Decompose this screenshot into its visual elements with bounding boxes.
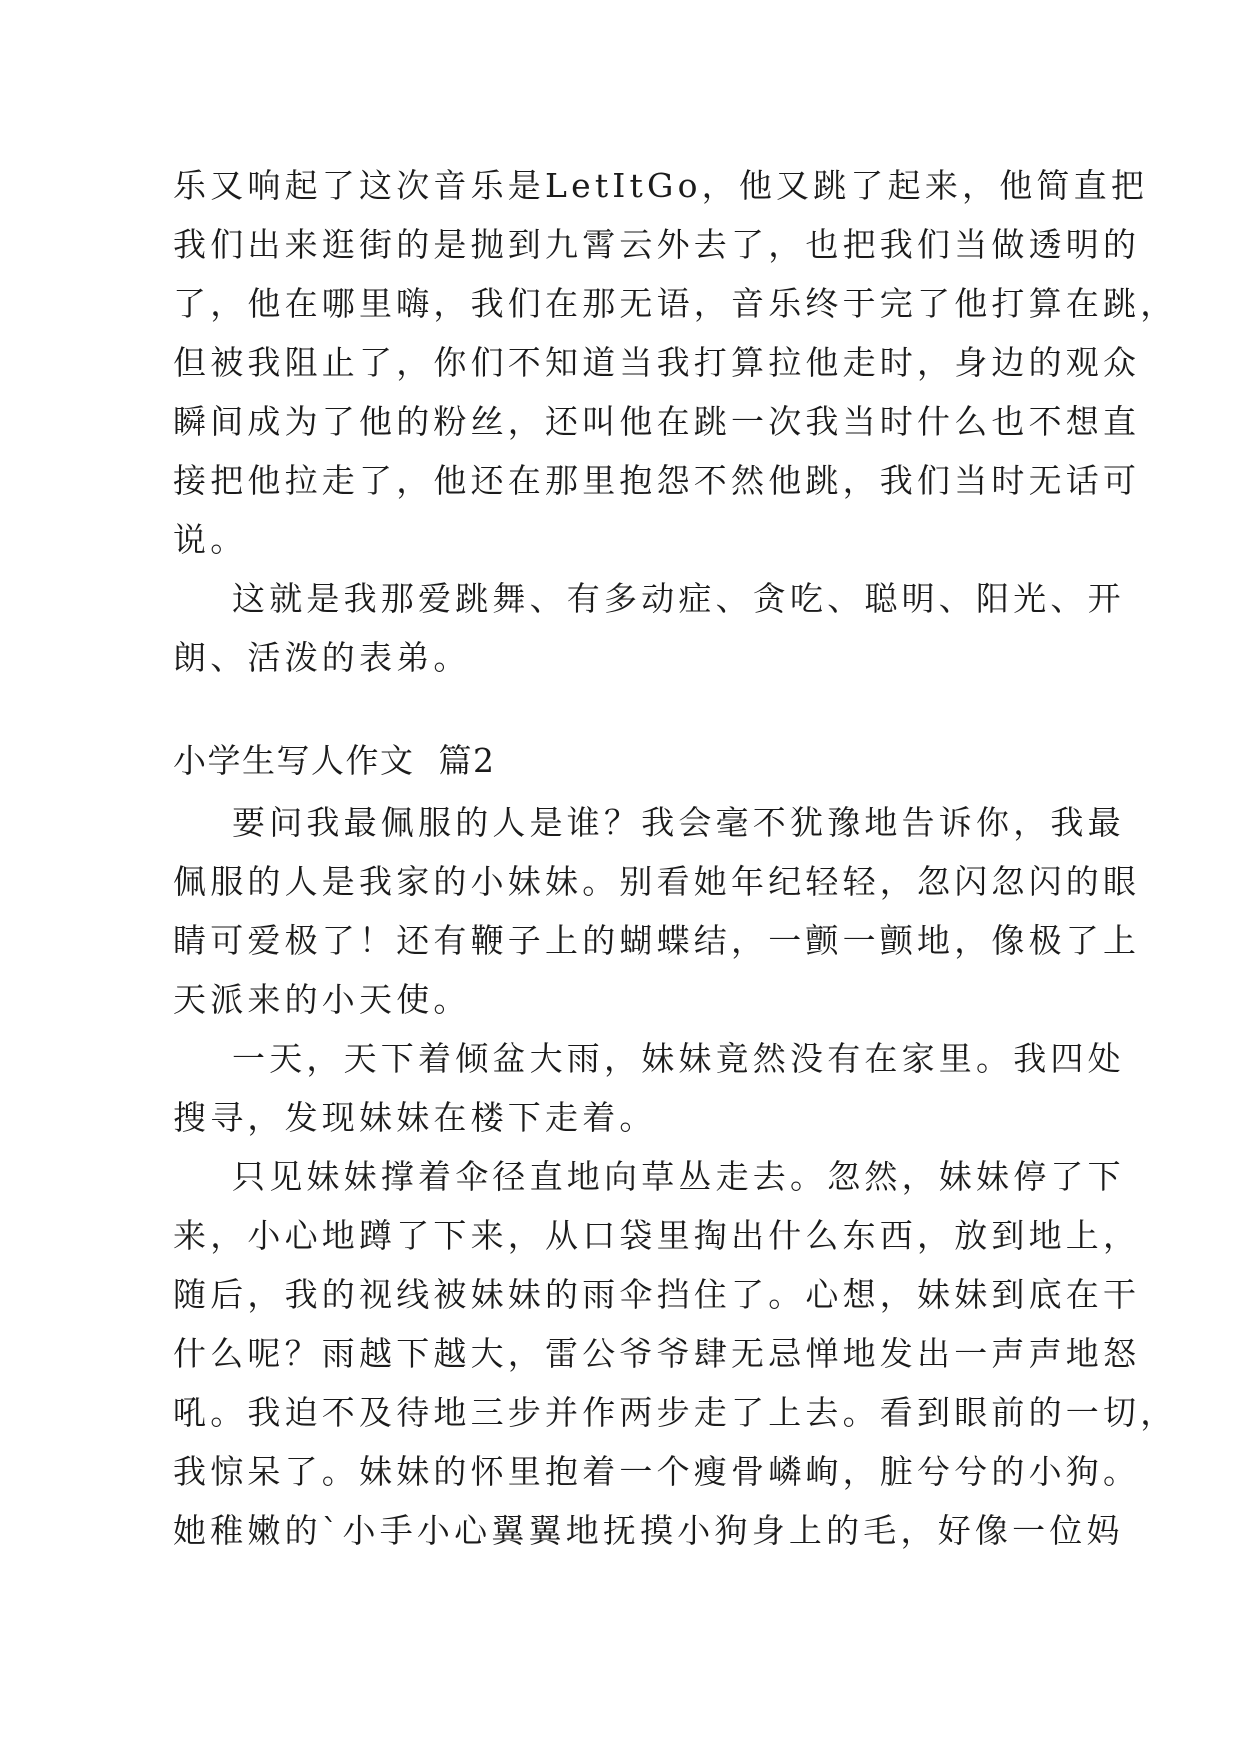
text-line-content: 只见妹妹撑着伞径直地向草丛走去。忽然，妹妹停了下 bbox=[232, 1157, 1125, 1196]
text-line-content: 我惊呆了。妹妹的怀里抱着一个瘦骨嶙峋，脏兮兮的小狗。 bbox=[173, 1452, 1141, 1491]
text-line-indented bbox=[0, 793, 1241, 853]
text-line bbox=[0, 1088, 1241, 1148]
text-line-content: 什么呢？雨越下越大，雷公爷爷肆无忌惮地发出一声声地怒 bbox=[173, 1334, 1141, 1373]
section-heading-text: 小学生写人作文 篇2 bbox=[173, 741, 496, 780]
text-line-content: 来，小心地蹲了下来，从口袋里掏出什么东西，放到地上， bbox=[173, 1216, 1141, 1255]
text-line-content: 睛可爱极了！还有鞭子上的蝴蝶结，一颤一颤地，像极了上 bbox=[173, 921, 1141, 960]
text-line bbox=[0, 451, 1241, 511]
text-line bbox=[0, 1501, 1241, 1561]
text-line bbox=[0, 970, 1241, 1030]
text-line-content: 要问我最佩服的人是谁？我会毫不犹豫地告诉你，我最 bbox=[232, 803, 1125, 842]
text-line bbox=[0, 156, 1241, 216]
text-line bbox=[0, 1265, 1241, 1325]
text-line bbox=[0, 510, 1241, 570]
text-line-content: 随后，我的视线被妹妹的雨伞挡住了。心想，妹妹到底在干 bbox=[173, 1275, 1141, 1314]
text-line bbox=[0, 1442, 1241, 1502]
text-line-content: 乐又响起了这次音乐是LetItGo，他又跳了起来，他简直把 bbox=[173, 166, 1149, 205]
text-line bbox=[0, 628, 1241, 688]
text-line-content: 吼。我迫不及待地三步并作两步走了上去。看到眼前的一切， bbox=[173, 1393, 1178, 1432]
text-line bbox=[0, 392, 1241, 452]
text-line-content: 这就是我那爱跳舞、有多动症、贪吃、聪明、阳光、开 bbox=[232, 579, 1125, 618]
text-line bbox=[0, 1383, 1241, 1443]
text-line-content: 瞬间成为了他的粉丝，还叫他在跳一次我当时什么也不想直 bbox=[173, 402, 1141, 441]
text-line-content: 天派来的小天使。 bbox=[173, 980, 471, 1019]
text-line-content: 搜寻，发现妹妹在楼下走着。 bbox=[173, 1098, 657, 1137]
text-line-content: 了，他在哪里嗨，我们在那无语，音乐终于完了他打算在跳， bbox=[173, 284, 1178, 323]
text-line bbox=[0, 1206, 1241, 1266]
text-line bbox=[0, 852, 1241, 912]
text-line bbox=[0, 1324, 1241, 1384]
text-line bbox=[0, 274, 1241, 334]
text-line-content: 朗、活泼的表弟。 bbox=[173, 638, 471, 677]
section-heading bbox=[0, 731, 1241, 791]
text-line-content: 佩服的人是我家的小妹妹。别看她年纪轻轻，忽闪忽闪的眼 bbox=[173, 862, 1141, 901]
text-line bbox=[0, 333, 1241, 393]
text-line-content: 接把他拉走了，他还在那里抱怨不然他跳，我们当时无话可 bbox=[173, 461, 1141, 500]
text-line-content: 一天，天下着倾盆大雨，妹妹竟然没有在家里。我四处 bbox=[232, 1039, 1125, 1078]
text-line-indented bbox=[0, 1029, 1241, 1089]
text-line-content: 她稚嫩的`小手小心翼翼地抚摸小狗身上的毛，好像一位妈 bbox=[173, 1511, 1124, 1550]
text-line bbox=[0, 215, 1241, 275]
text-line-content: 但被我阻止了，你们不知道当我打算拉他走时，身边的观众 bbox=[173, 343, 1141, 382]
text-line-content: 说。 bbox=[173, 520, 248, 559]
text-line-indented bbox=[0, 569, 1241, 629]
text-line bbox=[0, 911, 1241, 971]
text-line-indented bbox=[0, 1147, 1241, 1207]
text-line-content: 我们出来逛街的是抛到九霄云外去了，也把我们当做透明的 bbox=[173, 225, 1141, 264]
